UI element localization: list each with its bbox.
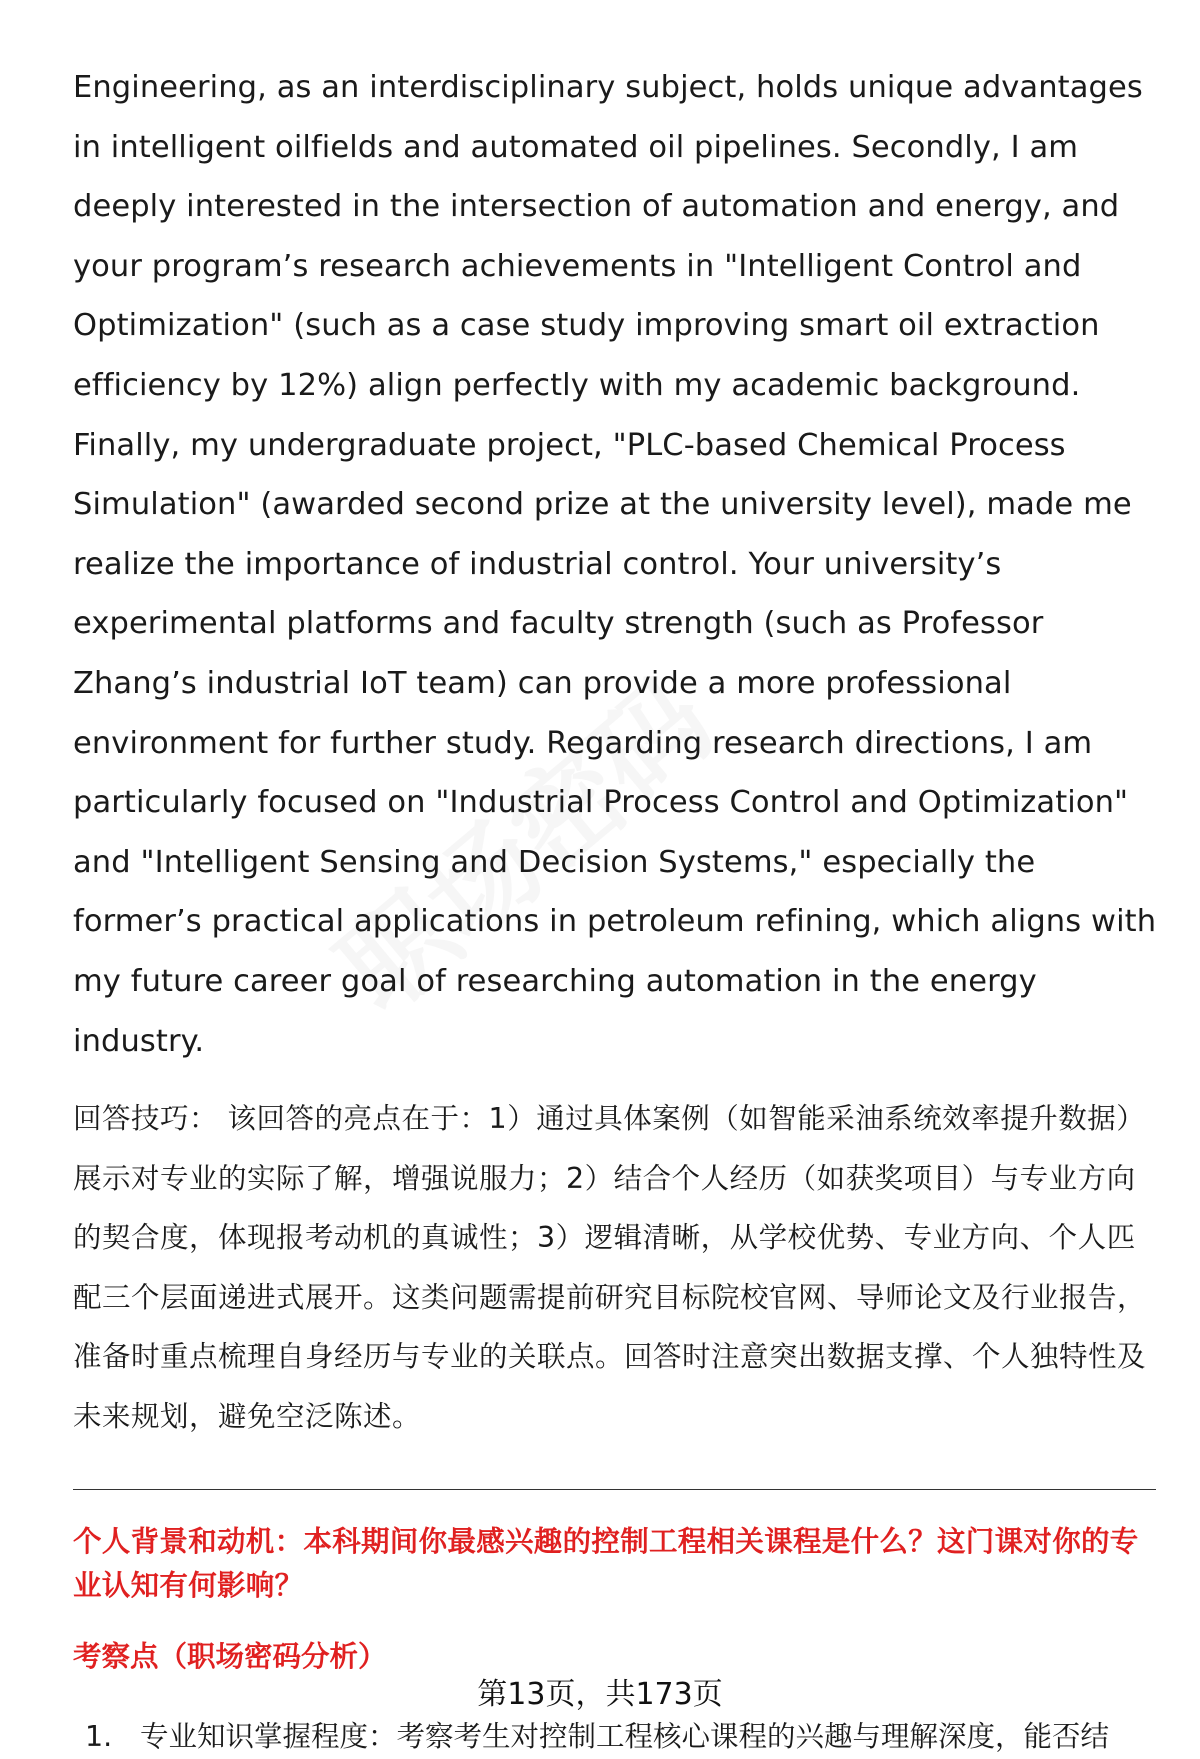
answer-tip-paragraph: 回答技巧： 该回答的亮点在于：1）通过具体案例（如智能采油系统效率提升数据）展示对专业的实际了解，增强说服力；2）结合个人经历（如获奖项目）与专业方向的契合度，体现报考动机的真诚性；3）逻辑清晰，从学校优势、专业方向、个人匹配三个层面递进式展开。这类问题需提前研究目标院校官网、导师论文及行业报告，准备时重点梳理自身经历与专业的关联点。回答时注意突出数据支撑、个人独特性及未来规划，避免空泛陈述。 xyxy=(73,1102,1147,1434)
analysis-title: 考察点（职场密码分析） xyxy=(73,1639,387,1673)
section-divider xyxy=(73,1489,1156,1490)
analysis-list xyxy=(73,1715,1163,1759)
page-number: 第13页，共173页 xyxy=(477,1677,723,1712)
list-item-number: 1. xyxy=(85,1719,113,1753)
question-heading: 个人背景和动机：本科期间你最感兴趣的控制工程相关课程是什么？这门课对你的专业认知有何影响？ xyxy=(73,1524,1139,1602)
document-page xyxy=(73,58,1163,1759)
english-answer-paragraph: Engineering, as an interdisciplinary subject, holds unique advantages in intelligent oilfields and automated oil pipelines. Secondly, I am deeply interested in the intersection of automation and energy, and your program’s research achievements in "Intelligent Control and Optimization" (such as a case study improving smart oil extraction efficiency by 12%) align perfectly with my academic background. Finally, my undergraduate project, "PLC-based Chemical Process Simulation" (awarded second prize at the university level), made me realize the importance of industrial control. Your university’s experimental platforms and faculty strength (such as Professor Zhang’s industrial IoT team) can provide a more professional environment for further study. Regarding research directions, I am particularly focused on "Industrial Process Control and Optimization" and "Intelligent Sensing and Decision Systems," especially the former’s practical applications in petroleum refining, which aligns with my future career goal of researching automation in the energy industry. xyxy=(73,70,1157,1059)
list-item xyxy=(73,1715,1163,1759)
list-item-text: 专业知识掌握程度：考察考生对控制工程核心课程的兴趣与理解深度，能否结 xyxy=(140,1719,1110,1753)
